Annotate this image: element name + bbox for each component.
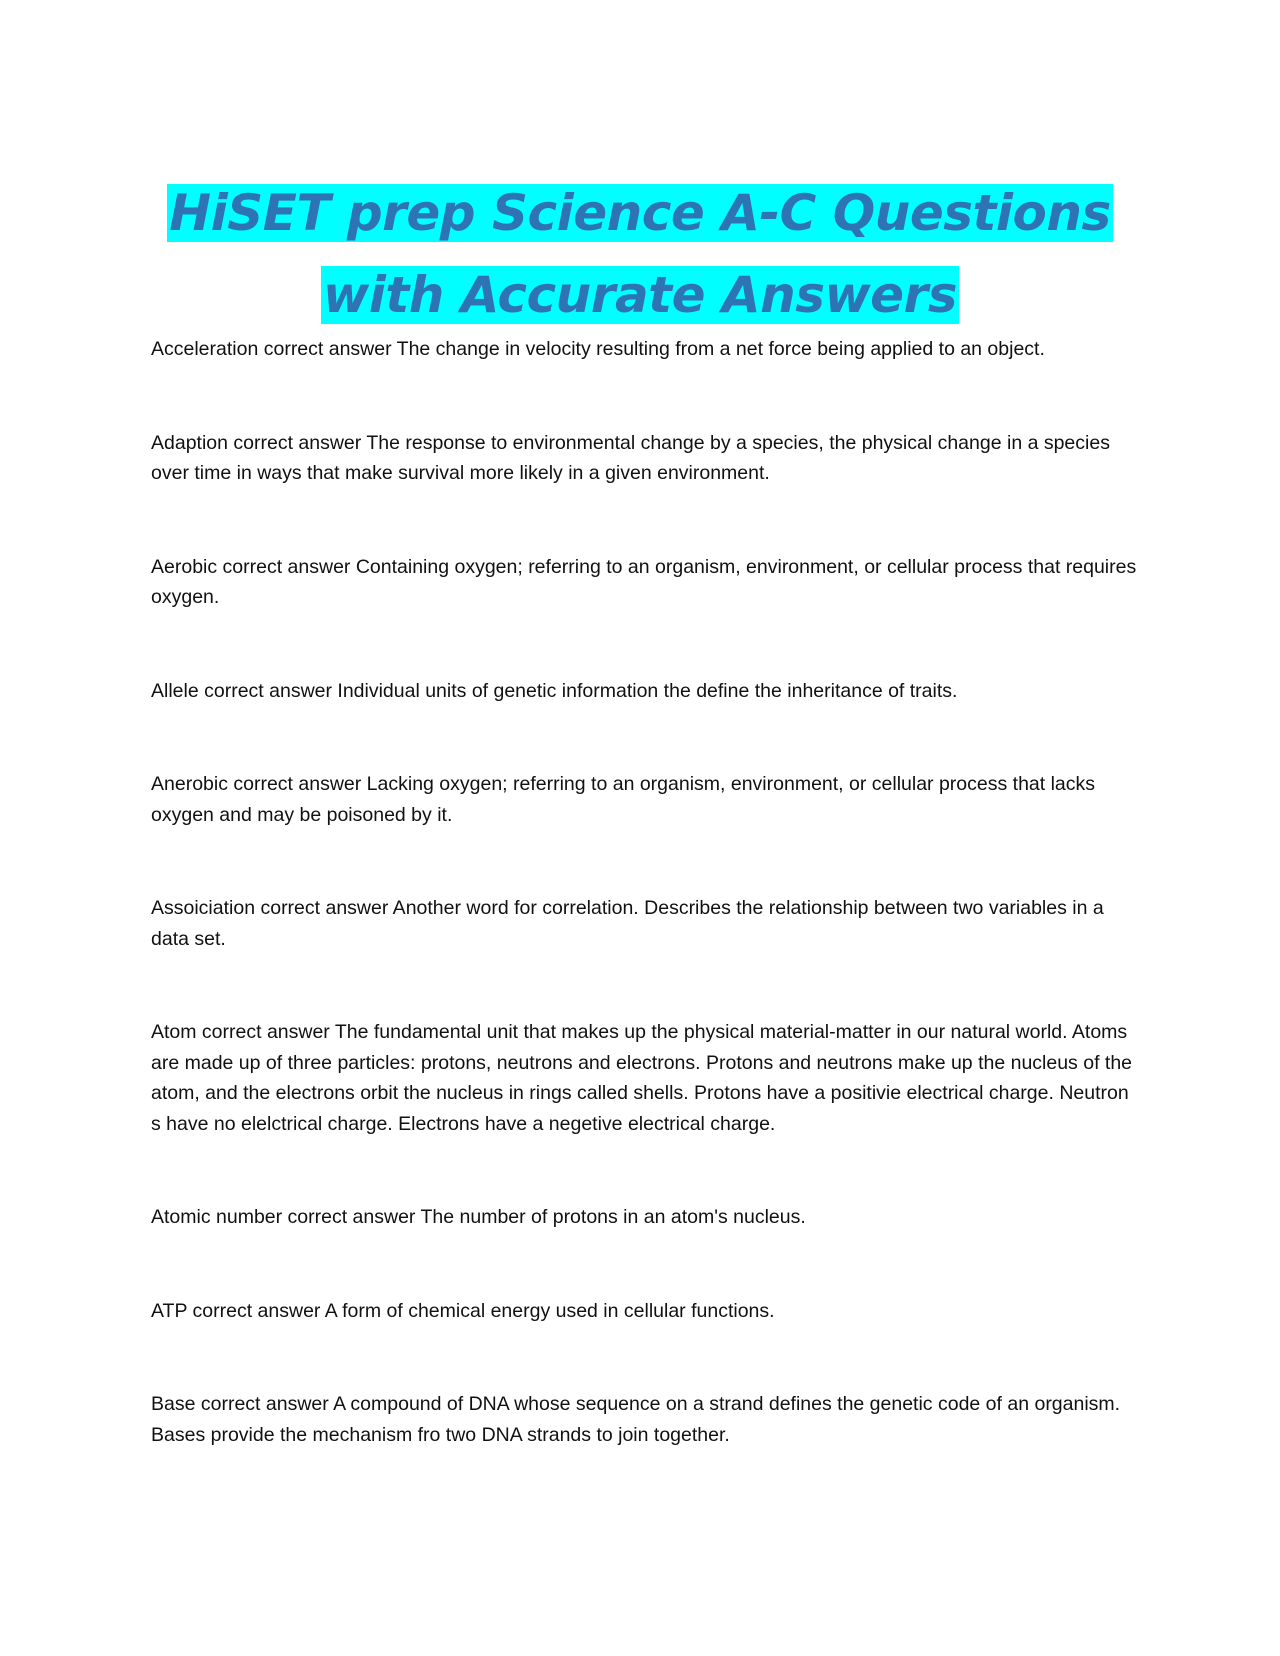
entry-atp: ATP correct answer A form of chemical energy used in cellular functions. (151, 1299, 775, 1322)
entry-allele: Allele correct answer Individual units of genetic information the define the inheritance of traits. (151, 679, 958, 702)
document-body (151, 334, 1141, 1513)
entry-anerobic: Anerobic correct answer Lacking oxygen; referring to an organism, environment, or cellular process that lacks oxygen and may be poisoned by it. (151, 773, 1096, 826)
entry-acceleration: Acceleration correct answer The change in velocity resulting from a net force being applied to an object. (151, 338, 1045, 360)
document-title (0, 172, 1280, 336)
title-line-2: with Accurate Answers (323, 266, 957, 324)
entry-atomic-number: Atomic number correct answer The number of protons in an atom's nucleus. (151, 1206, 806, 1228)
entry-adaption: Adaption correct answer The response to environmental change by a species, the physical change in a species over time in ways that make survival more likely in a given environment. (151, 431, 1110, 484)
entry-atom: Atom correct answer The fundamental unit that makes up the physical material-matter in our natural world. Atoms are made up of three particles: protons, neutrons and electrons. Protons and neutrons make up the nucleus of the atom, and the electrons orbit the nucleus in rings called shells. Protons have a positivie electrical charge. Neutron s have no elelctrical charge. Electrons have a negetive electrical charge. (151, 1021, 1133, 1135)
entry-association: Assoiciation correct answer Another word for correlation. Describes the relationship between two variables in a data set. (151, 897, 1104, 950)
title-line-1: HiSET prep Science A-C Questions (169, 184, 1111, 242)
entry-base: Base correct answer A compound of DNA whose sequence on a strand defines the genetic code of an organism. Bases provide the mechanism fro two DNA strands to join together. (151, 1393, 1121, 1446)
entry-aerobic: Aerobic correct answer Containing oxygen; referring to an organism, environment, or cellular process that requires oxygen. (151, 555, 1137, 608)
